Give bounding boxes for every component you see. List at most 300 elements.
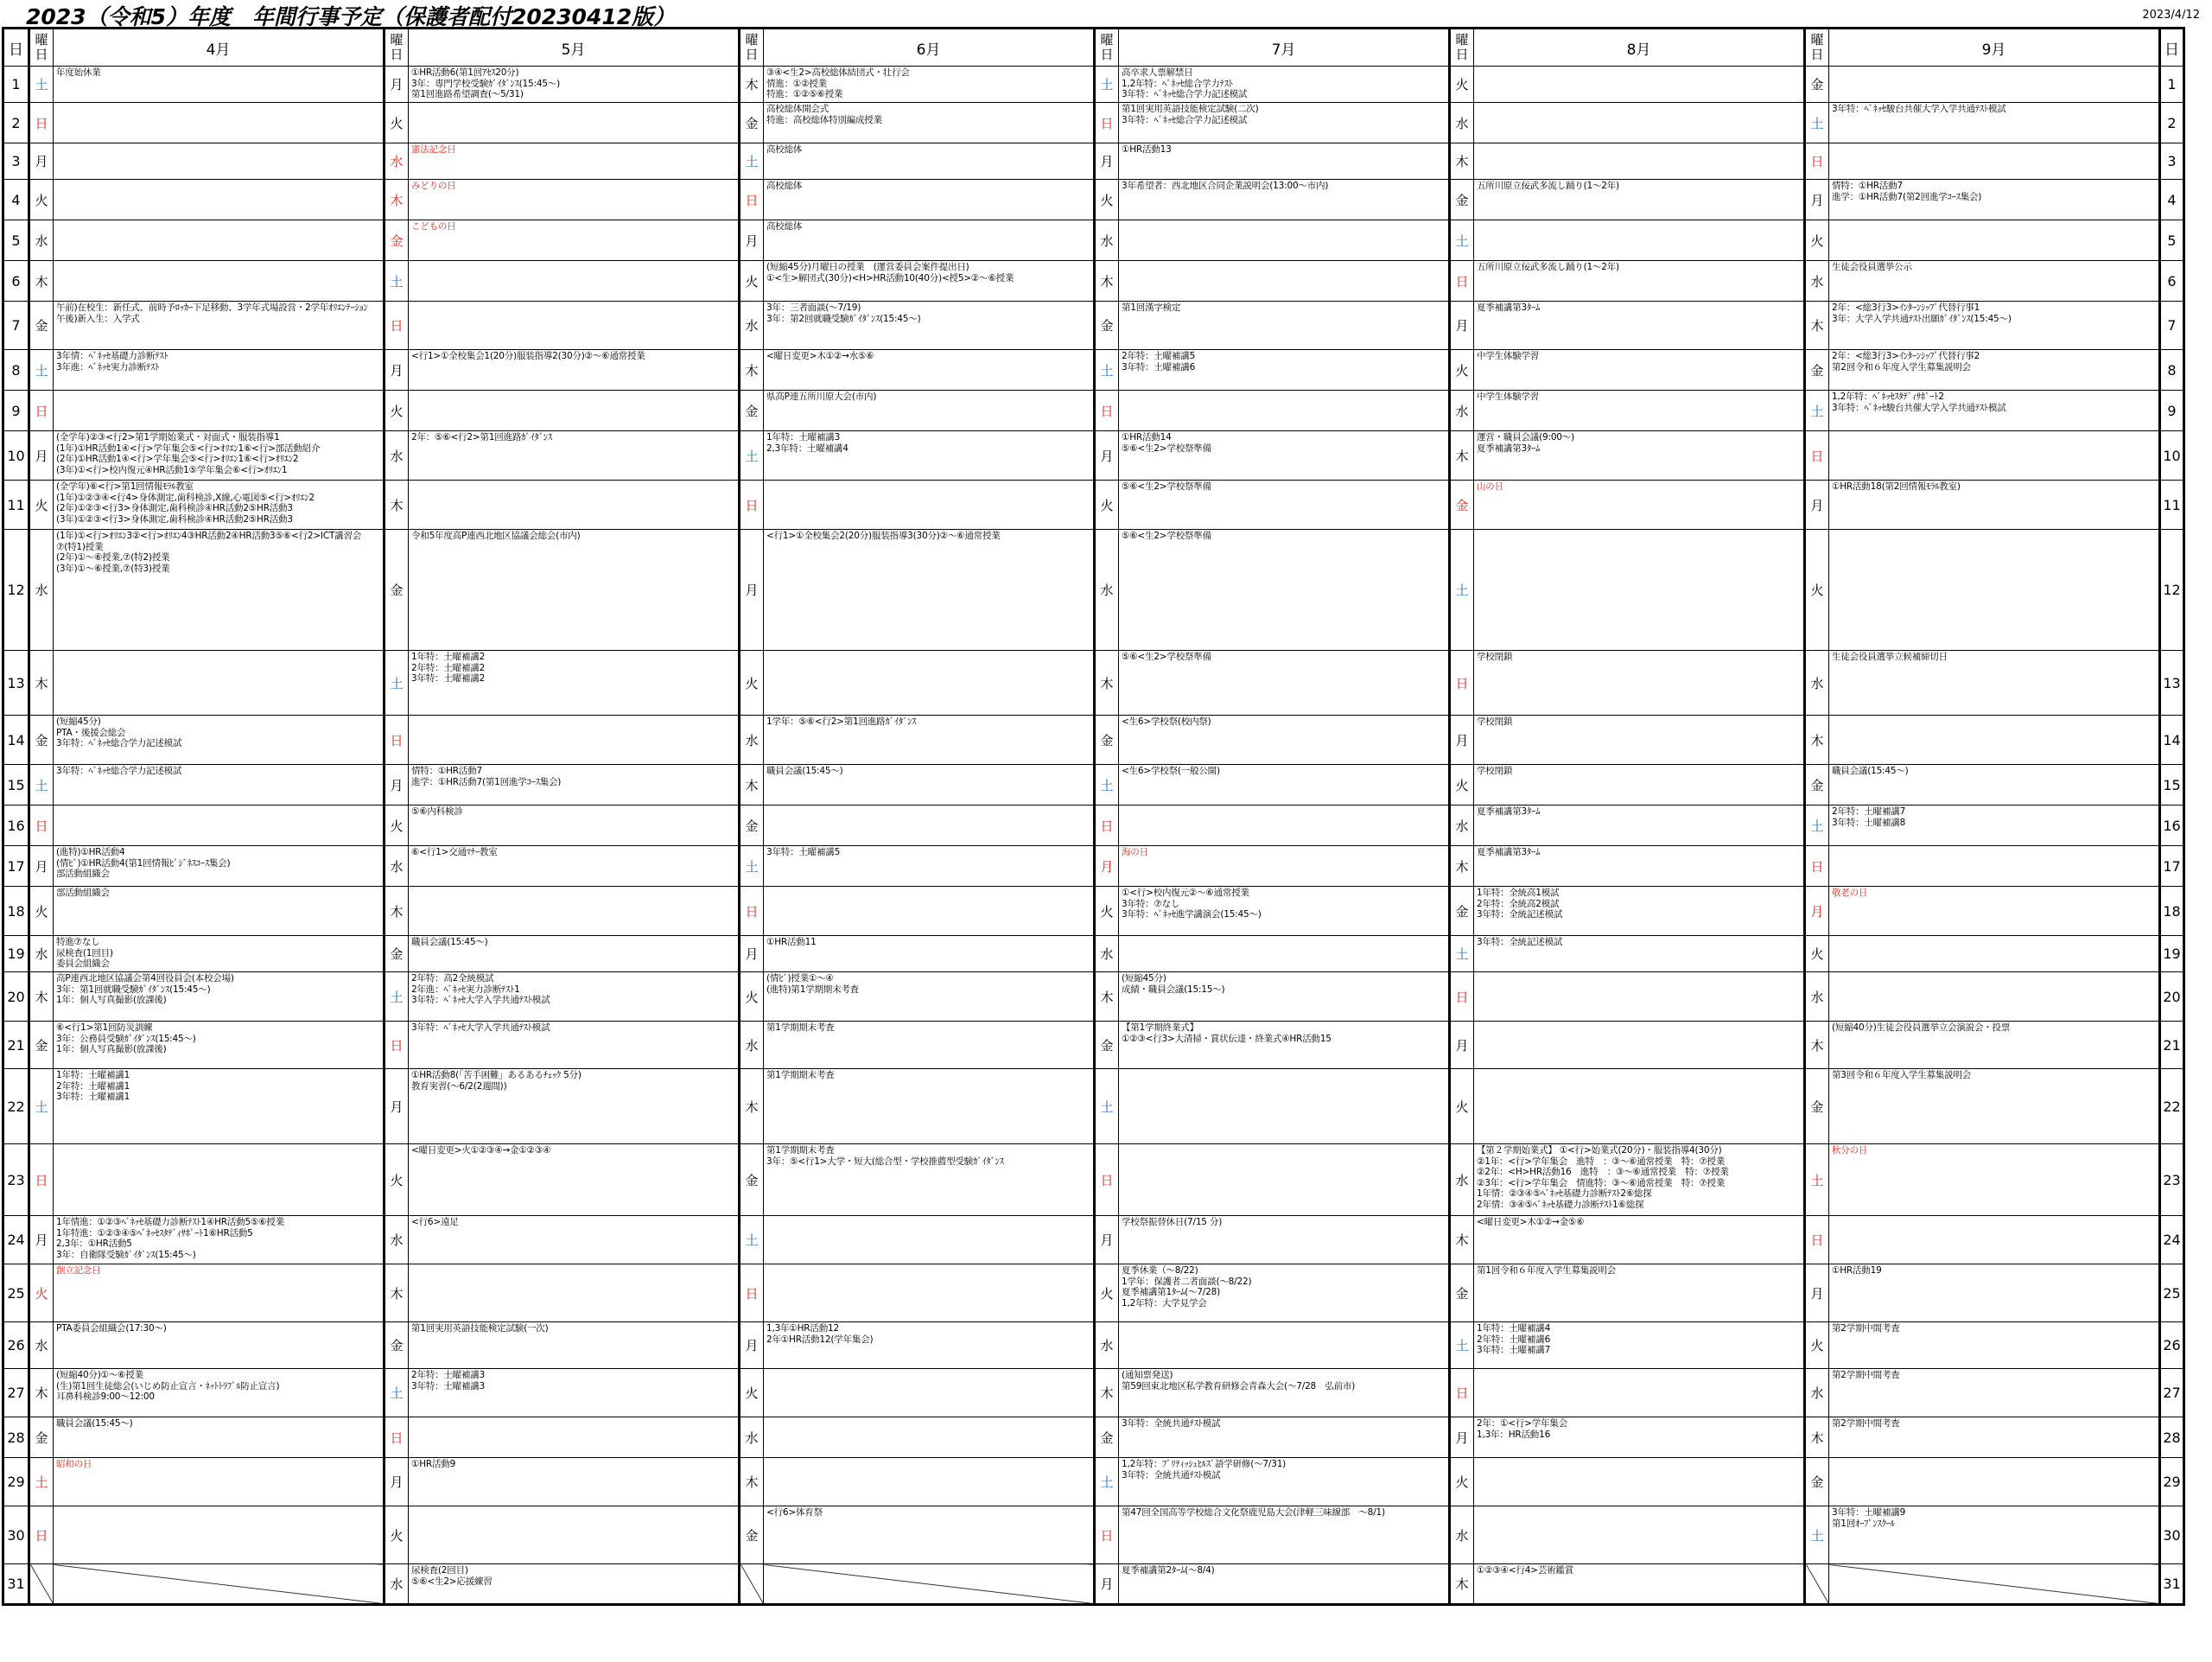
weekday-cell: 火 [1805,936,1829,972]
weekday-cell: 火 [1805,220,1829,261]
day-row [3,431,2184,481]
day-number: 29 [3,1458,29,1506]
day-number: 12 [2160,530,2184,651]
event-cell: ⑤⑥<生2>学校祭準備 [1119,651,1450,716]
weekday-cell: 金 [1450,1264,1474,1322]
day-column-header: 日 [3,29,29,67]
event-cell [1829,846,2160,887]
day-number: 23 [2160,1144,2184,1216]
event-cell: 高校総体開会式 特進：高校総体特別編成授業 [764,103,1095,143]
weekday-cell: 木 [740,1069,764,1144]
weekday-cell: 木 [1450,431,1474,481]
day-number: 16 [3,806,29,846]
event-cell [1119,1322,1450,1369]
event-cell: <曜日変更>木①②→金⑤⑥ [1474,1216,1805,1264]
weekday-cell: 日 [1095,1506,1119,1564]
event-cell [1829,431,2160,481]
day-row [3,806,2184,846]
event-cell: 3年特：土曜補講9 第1回ｵｰﾌﾟﾝｽｸｰﾙ [1829,1506,2160,1564]
event-cell [1829,716,2160,765]
day-number: 14 [3,716,29,765]
weekday-cell: 金 [1805,67,1829,103]
day-number: 31 [3,1564,29,1605]
weekday-cell: 火 [29,481,54,530]
event-cell: ①HR活動14 ⑤⑥<生2>学校祭準備 [1119,431,1450,481]
event-cell: 県高P連五所川原大会(市内) [764,391,1095,431]
event-cell: 1年特：土曜補講4 2年特：土曜補講6 3年特：土曜補講7 [1474,1322,1805,1369]
event-cell [1829,67,2160,103]
event-cell: 令和5年度高P連西北地区協議会総会(市内) [409,530,740,651]
weekday-cell: 土 [1450,220,1474,261]
weekday-cell: 木 [1095,972,1119,1022]
day-number: 27 [3,1369,29,1417]
weekday-column-header: 曜 日 [385,29,409,67]
event-cell [54,180,385,220]
day-number: 7 [2160,302,2184,350]
event-cell [409,1506,740,1564]
weekday-cell: 木 [1095,261,1119,302]
weekday-cell: 金 [1450,887,1474,936]
event-cell [1474,103,1805,143]
day-column-header: 日 [2160,29,2184,67]
weekday-cell: 火 [740,261,764,302]
event-cell: ⑥<行1>第1回防災訓練 3年：公務員受験ｶﾞｲﾀﾞﾝｽ(15:45～) 1年：個人写真撮影(放課後) [54,1022,385,1069]
weekday-cell: 水 [1095,220,1119,261]
weekday-cell: 木 [1805,302,1829,350]
weekday-cell: 月 [29,1216,54,1264]
weekday-cell: 月 [385,765,409,806]
event-cell [1474,220,1805,261]
day-row [3,350,2184,391]
weekday-cell: 水 [1805,261,1829,302]
day-number: 25 [3,1264,29,1322]
day-number: 13 [3,651,29,716]
event-cell: <生6>学校祭(一般公開) [1119,765,1450,806]
event-cell: 第1回実用英語技能検定試験(二次) 3年特：ﾍﾞﾈｯｾ総合学力記述模試 [1119,103,1450,143]
weekday-cell: 月 [29,431,54,481]
event-cell: ⑤⑥内科検診 [409,806,740,846]
event-cell: ①HR活動6(第1回ｱｾｽ20分) 3年：専門学校受験ｶﾞｲﾀﾞﾝｽ(15:45～) 第1回進路希望調査(～5/31) [409,67,740,103]
weekday-cell: 木 [1450,846,1474,887]
event-cell [1474,1369,1805,1417]
day-number: 19 [2160,936,2184,972]
event-cell: <行6>遠足 [409,1216,740,1264]
weekday-cell: 火 [1450,350,1474,391]
event-cell [764,1458,1095,1506]
month-header-6: 6月 [764,29,1095,67]
event-cell [1119,391,1450,431]
weekday-cell: 木 [29,972,54,1022]
event-cell: 生徒会役員選挙立候補締切日 [1829,651,2160,716]
weekday-cell: 月 [29,846,54,887]
day-row [3,261,2184,302]
day-number: 6 [2160,261,2184,302]
weekday-cell: 木 [1095,1369,1119,1417]
event-cell: 1年特：土曜補講1 2年特：土曜補講1 3年特：土曜補講1 [54,1069,385,1144]
weekday-cell: 水 [385,846,409,887]
day-row [3,143,2184,180]
event-cell: (短縮45分) 成績・職員会議(15:15～) [1119,972,1450,1022]
event-cell [1829,1216,2160,1264]
weekday-cell: 日 [29,1144,54,1216]
event-cell: 2年：<総3行3>ｲﾝﾀｰﾝｼｯﾌﾟ代替行事1 3年：大学入学共通ﾃｽﾄ出願ｶﾞｲﾀﾞﾝｽ(15:45～) [1829,302,2160,350]
weekday-cell: 土 [1450,530,1474,651]
weekday-column-header: 曜 日 [1095,29,1119,67]
weekday-cell: 土 [1805,1144,1829,1216]
day-number: 24 [3,1216,29,1264]
weekday-cell: 土 [740,143,764,180]
day-row [3,1417,2184,1458]
event-cell: 第2学期中間考査 [1829,1417,2160,1458]
weekday-cell: 日 [29,103,54,143]
weekday-cell: 金 [29,716,54,765]
weekday-cell: 月 [1095,143,1119,180]
event-cell [764,1216,1095,1264]
event-cell: 生徒会役員選挙公示 [1829,261,2160,302]
weekday-cell: 日 [1450,972,1474,1022]
event-cell: <曜日変更>火①②③④→金①②③④ [409,1144,740,1216]
weekday-cell: 金 [1450,180,1474,220]
event-cell: 1学年：⑤⑥<行2>第1回進路ｶﾞｲﾀﾞﾝｽ [764,716,1095,765]
event-cell [764,1369,1095,1417]
event-cell: ①HR活動8(「苦手困難」あるあるﾁｪｯｸ 5分) 教育実習(～6/2(2週間)) [409,1069,740,1144]
weekday-cell: 金 [385,220,409,261]
day-row [3,1369,2184,1417]
weekday-cell: 日 [29,391,54,431]
day-number: 12 [3,530,29,651]
weekday-cell: 火 [1095,180,1119,220]
event-cell: 高P連西北地区協議会第4回役員会(本校会場) 3年：第1回就職受験ｶﾞｲﾀﾞﾝｽ(15:45～) 1年：個人写真撮影(放課後) [54,972,385,1022]
weekday-cell: 土 [385,972,409,1022]
weekday-cell: 土 [29,67,54,103]
event-cell: 2年特：土曜補講5 3年特：土曜補講6 [1119,350,1450,391]
event-cell [409,887,740,936]
event-cell: 2年：<総3行3>ｲﾝﾀｰﾝｼｯﾌﾟ代替行事2 第2回令和６年度入学生募集説明会 [1829,350,2160,391]
weekday-cell: 月 [740,530,764,651]
weekday-cell: 火 [385,1506,409,1564]
day-number: 3 [3,143,29,180]
event-cell: ①<行>校内復元②～⑥通常授業 3年特：⑦なし 3年特：ﾍﾞﾈｯｾ進学講演会(15:45～) [1119,887,1450,936]
event-cell [1119,1069,1450,1144]
event-cell: 職員会議(15:45～) [54,1417,385,1458]
day-number: 29 [2160,1458,2184,1506]
weekday-cell: 月 [385,1458,409,1506]
page-header [0,0,2212,29]
event-cell: 1年特：土曜補講2 2年特：土曜補講2 3年特：土曜補講2 [409,651,740,716]
weekday-cell: 木 [385,887,409,936]
event-cell: 【第２学期始業式】 ①<行>始業式(20分)・服装指導4(30分) ②1年：<行>学年集会 進特 ：③～⑥通常授業 特：⑦授業 ②2年：<H>HR活動16 進特 ：③～⑥通常授業 特：⑦授業 ②3年：<行>学年集会 情進特：③～⑥通常授業 特：⑦授業 1年情：②③④⑤ﾍﾞﾈｯｾ基礎力診断ﾃｽﾄ2⑥総探 2年情：③④⑤ﾍﾞﾈｯｾ基礎力診断ﾃｽﾄ1⑥総探 [1474,1144,1805,1216]
weekday-cell: 土 [29,1069,54,1144]
weekday-cell: 月 [1095,1564,1119,1605]
day-number: 23 [3,1144,29,1216]
day-row [3,302,2184,350]
day-row [3,651,2184,716]
weekday-cell: 木 [1450,143,1474,180]
weekday-cell: 月 [385,1069,409,1144]
weekday-cell: 木 [385,1264,409,1322]
weekday-cell: 日 [385,1022,409,1069]
weekday-cell: 日 [1805,143,1829,180]
event-cell: 夏季補講第3ﾀｰﾑ [1474,302,1805,350]
day-row [3,972,2184,1022]
day-number: 25 [2160,1264,2184,1322]
event-cell [409,103,740,143]
weekday-cell: 月 [1805,887,1829,936]
day-number: 18 [3,887,29,936]
weekday-cell: 金 [1095,302,1119,350]
event-cell: 職員会議(15:45～) [409,936,740,972]
weekday-cell: 金 [29,1417,54,1458]
day-number: 9 [3,391,29,431]
weekday-cell: 木 [740,67,764,103]
event-cell [409,1264,740,1322]
day-number: 3 [2160,143,2184,180]
weekday-cell: 日 [385,716,409,765]
day-number: 1 [2160,67,2184,103]
event-cell: 第2学期中間考査 [1829,1322,2160,1369]
calendar-container [2,27,2185,1606]
weekday-column-header: 曜 日 [29,29,54,67]
event-cell: 昭和の日 [54,1458,385,1506]
weekday-cell: 土 [29,765,54,806]
weekday-cell: 月 [1805,481,1829,530]
event-cell [1829,936,2160,972]
weekday-cell: 土 [1095,1458,1119,1506]
weekday-cell: 木 [1805,716,1829,765]
day-number: 22 [3,1069,29,1144]
weekday-cell: 金 [385,1322,409,1369]
event-cell: 夏季補講第3ﾀｰﾑ [1474,806,1805,846]
day-number: 17 [2160,846,2184,887]
header-row [3,29,2184,67]
day-number: 18 [2160,887,2184,936]
day-number: 8 [2160,350,2184,391]
weekday-cell: 月 [1095,846,1119,887]
event-cell: ①HR活動18(第2回情報ﾓﾗﾙ教室) [1829,481,2160,530]
weekday-cell: 木 [29,1369,54,1417]
weekday-cell: 火 [29,887,54,936]
day-number: 30 [2160,1506,2184,1564]
event-cell: 第1学期期末考査 [764,1022,1095,1069]
day-number: 21 [2160,1022,2184,1069]
event-cell [54,103,385,143]
weekday-cell: 木 [1450,1564,1474,1605]
weekday-cell: 月 [740,220,764,261]
event-cell: 第1回漢字検定 [1119,302,1450,350]
weekday-cell: 土 [1805,103,1829,143]
event-cell: ①②③④<行4>芸術鑑賞 [1474,1564,1805,1605]
event-cell: 五所川原立佞武多流し踊り(1～2年) [1474,180,1805,220]
day-number: 10 [2160,431,2184,481]
event-cell: 部活動組織会 [54,887,385,936]
event-cell: (短縮45分) PTA・後援会総会 3年特：ﾍﾞﾈｯｾ総合学力記述模試 [54,716,385,765]
weekday-cell: 月 [1095,1216,1119,1264]
event-cell: 3年希望者：西北地区合同企業説明会(13:00～市内) [1119,180,1450,220]
event-cell [1474,1069,1805,1144]
event-cell [1829,1458,2160,1506]
weekday-cell: 火 [1805,530,1829,651]
event-cell: <生6>学校祭(校内祭) [1119,716,1450,765]
weekday-cell: 木 [29,651,54,716]
weekday-cell: 金 [1095,1417,1119,1458]
event-cell: 2年特：土曜補講3 3年特：土曜補講3 [409,1369,740,1417]
weekday-cell: 土 [29,350,54,391]
event-cell [54,1506,385,1564]
event-cell: 尿検査(2回目) ⑤⑥<生2>応援練習 [409,1564,740,1605]
event-cell: 学校閉鎖 [1474,651,1805,716]
weekday-cell: 月 [385,67,409,103]
event-cell: 第1学期期末考査 3年：⑤<行1>大学・短大(総合型・学校推薦型受験ｶﾞｲﾀﾞﾝｽ [764,1144,1095,1216]
day-row [3,1069,2184,1144]
event-cell [1829,530,2160,651]
day-row [3,391,2184,431]
weekday-cell: 日 [1095,1144,1119,1216]
weekday-column-header: 曜 日 [740,29,764,67]
event-cell: 1年特：全統高1模試 2年特：全統高2模試 3年特：全統記述模試 [1474,887,1805,936]
event-cell: 第1学期期末考査 [764,1069,1095,1144]
weekday-cell: 金 [29,1022,54,1069]
weekday-cell: 土 [740,846,764,887]
weekday-cell: 土 [740,431,764,481]
weekday-cell: 金 [1805,1458,1829,1506]
event-cell: 午前)在校生：新任式、前時予ﾛｯｶｰ下足移動、3学年式場設営・2学年ｵﾘｴﾝﾃｰｼｮﾝ 午後)新入生：入学式 [54,302,385,350]
issue-date: 2023/4/12 [2142,9,2200,22]
weekday-cell: 水 [1095,1322,1119,1369]
event-cell: ③④<生2>高校総体結団式・壮行会 情進：①②授業 特進：①②⑤⑥授業 [764,67,1095,103]
day-row [3,936,2184,972]
day-number: 28 [2160,1417,2184,1458]
event-cell: 2年特：土曜補講7 3年特：土曜補講8 [1829,806,2160,846]
weekday-cell: 日 [385,1417,409,1458]
weekday-cell: 土 [740,1216,764,1264]
event-cell: 中学生体験学習 [1474,391,1805,431]
day-row [3,846,2184,887]
event-cell [409,261,740,302]
weekday-cell: 火 [1450,765,1474,806]
weekday-cell: 月 [1450,1022,1474,1069]
event-cell [764,887,1095,936]
event-cell [54,391,385,431]
weekday-cell: 木 [1450,1216,1474,1264]
weekday-cell: 木 [740,765,764,806]
event-cell: <曜日変更>木①②→水⑤⑥ [764,350,1095,391]
event-cell [1474,67,1805,103]
weekday-cell: 月 [1450,302,1474,350]
event-cell: ①HR活動9 [409,1458,740,1506]
day-number: 28 [3,1417,29,1458]
event-cell [54,220,385,261]
event-cell [764,806,1095,846]
weekday-cell: 土 [29,1458,54,1506]
weekday-cell: 火 [29,1264,54,1322]
day-number: 30 [3,1506,29,1564]
event-cell: <行6>体育祭 [764,1506,1095,1564]
weekday-cell: 水 [740,1417,764,1458]
event-cell: <行1>①全校集会1(20分)服装指導2(30分)②～⑥通常授業 [409,350,740,391]
weekday-column-header: 曜 日 [1450,29,1474,67]
day-number: 17 [3,846,29,887]
event-cell: 1年特：土曜補講3 2,3年特：土曜補講4 [764,431,1095,481]
day-number: 6 [3,261,29,302]
event-cell: 【第1学期終業式】 ①②③<行3>大清掃・賞状伝達・終業式④HR活動15 [1119,1022,1450,1069]
weekday-cell: 日 [29,1506,54,1564]
event-cell: (進特)①HR活動4 (情ﾋﾞ)①HR活動4(第1回情報ﾋﾞｼﾞﾈｽｺｰｽ集会) 部活動組織会 [54,846,385,887]
event-cell: (通知票発送) 第59回東北地区私学教育研修会青森大会(～7/28 弘前市) [1119,1369,1450,1417]
event-cell: 憲法記念日 [409,143,740,180]
weekday-cell: 水 [1805,651,1829,716]
event-cell [1829,143,2160,180]
event-cell: 2年特：高2全統模試 2年進：ﾍﾞﾈｯｾ実力診断ﾃｽﾄ1 3年特：ﾍﾞﾈｯｾ大学入学共通ﾃｽﾄ模試 [409,972,740,1022]
event-cell [1119,261,1450,302]
day-row [3,1458,2184,1506]
weekday-cell: 火 [1095,887,1119,936]
weekday-cell: 金 [740,806,764,846]
weekday-cell: 土 [1095,1069,1119,1144]
event-cell: 年度始休業 [54,67,385,103]
weekday-cell: 月 [29,143,54,180]
event-cell: 高校総体 [764,220,1095,261]
event-cell [764,1264,1095,1322]
weekday-cell: 金 [1805,1069,1829,1144]
event-cell: みどりの日 [409,180,740,220]
annual-schedule-table [2,27,2185,1606]
weekday-cell: 木 [385,481,409,530]
day-number: 14 [2160,716,2184,765]
event-cell [54,1144,385,1216]
event-cell: 3年特：ﾍﾞﾈｯｾ大学入学共通ﾃｽﾄ模試 [409,1022,740,1069]
day-number: 26 [3,1322,29,1369]
day-number: 10 [3,431,29,481]
weekday-cell: 日 [740,481,764,530]
weekday-cell: 水 [740,302,764,350]
event-cell: 夏季補講第3ﾀｰﾑ [1474,846,1805,887]
day-row [3,67,2184,103]
event-cell: (1年)①<行>ｵﾘｴﾝ3②<行>ｵﾘｴﾝ4③HR活動2④HR活動3⑤⑥<行2>ICT講習会 ⑦(特1)授業 (2年)①～⑥授業,⑦(特2)授業 (3年)①～⑥授業,⑦(特3)授業 [54,530,385,651]
day-row [3,1022,2184,1069]
day-row [3,180,2184,220]
day-number: 13 [2160,651,2184,716]
day-row [3,1506,2184,1564]
day-row [3,1564,2184,1605]
event-cell: <行1>①全校集会2(20分)服装指導3(30分)②～⑥通常授業 [764,530,1095,651]
day-row [3,1264,2184,1322]
event-cell [54,143,385,180]
weekday-cell: 火 [740,972,764,1022]
weekday-cell: 水 [1450,1144,1474,1216]
weekday-cell: 水 [1805,1369,1829,1417]
weekday-cell: 土 [385,1369,409,1417]
day-row [3,1216,2184,1264]
event-cell [409,391,740,431]
event-cell: 第1回実用英語技能検定試験(一次) [409,1322,740,1369]
event-cell: 第2学期中間考査 [1829,1369,2160,1417]
event-cell: ①HR活動11 [764,936,1095,972]
weekday-cell: 金 [1805,765,1829,806]
event-cell: 敬老の日 [1829,887,2160,936]
weekday-cell: 金 [385,936,409,972]
weekday-cell: 火 [385,391,409,431]
event-cell [1829,220,2160,261]
weekday-cell: 土 [1095,350,1119,391]
event-cell: 情特：①HR活動7 進学：①HR活動7(第1回進学ｺｰｽ集会) [409,765,740,806]
day-number: 1 [3,67,29,103]
event-cell [1474,1458,1805,1506]
weekday-cell: 水 [1450,806,1474,846]
weekday-cell: 金 [29,302,54,350]
day-number: 4 [2160,180,2184,220]
weekday-cell: 日 [29,806,54,846]
weekday-cell: 水 [385,1564,409,1605]
